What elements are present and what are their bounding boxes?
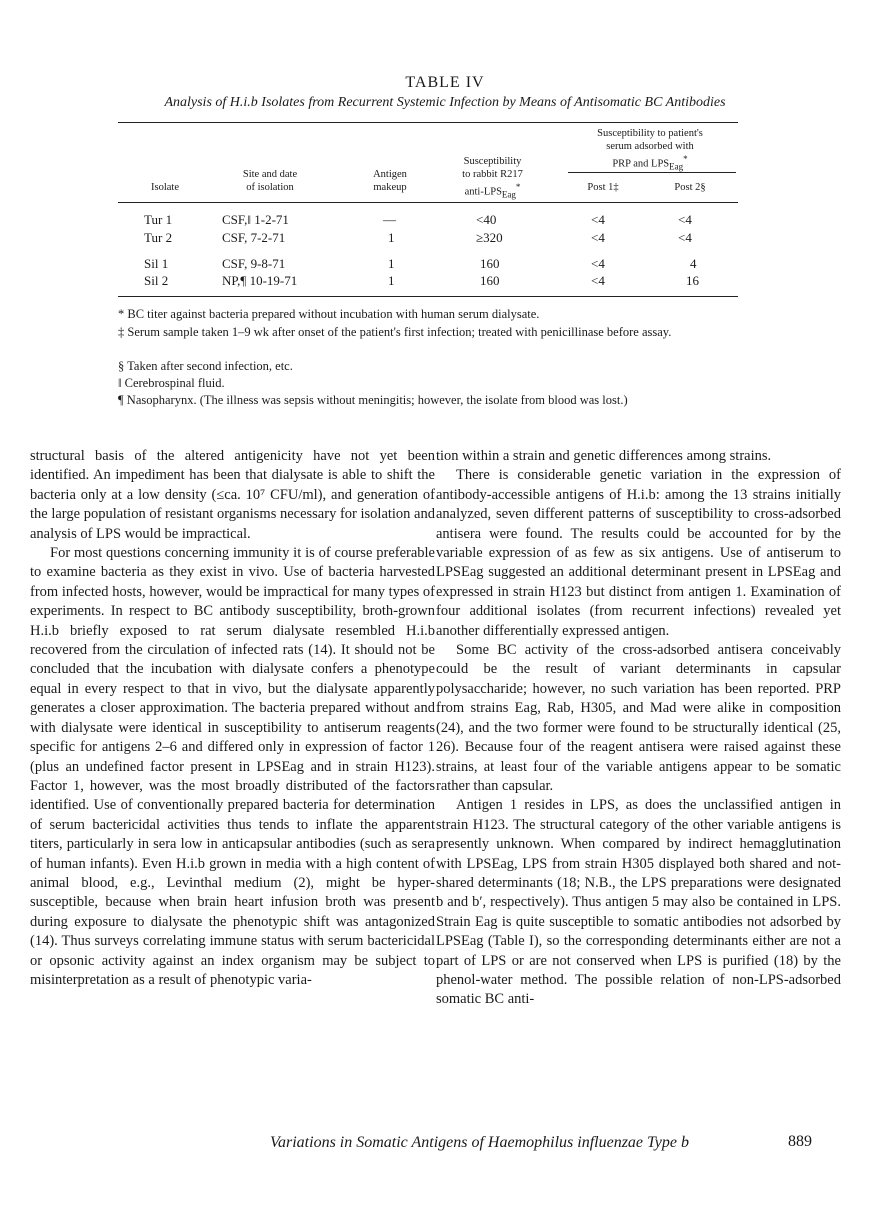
footnote: ¶ Nasopharynx. (The illness was sepsis without meningitis; however, the isolate from blood was lost.): [118, 393, 628, 407]
header-patient-sub: Eag: [669, 161, 684, 172]
header-rabbit-line3: [440, 181, 545, 202]
header-rabbit: [440, 155, 545, 202]
cell-site: CSF, 9-8-71: [222, 256, 286, 271]
header-isolate: [130, 181, 200, 194]
cell-isolate: Tur 2: [144, 230, 173, 245]
cell-antigen: 1: [388, 230, 395, 245]
header-site-line2: of isolation: [246, 182, 294, 193]
left-column: [30, 447, 435, 990]
cell-rabbit: 160: [480, 273, 500, 288]
header-rabbit-sub: Eag: [501, 189, 516, 200]
table-title: TABLE IV: [405, 74, 485, 91]
cell-site: CSF, 7-2-71: [222, 230, 286, 245]
paragraph: For most questions concerning immunity it is of course preferable to examine bacteria as they exist in vivo. Use of bacteria harvested from infected hosts, however, would be impractical for many types of experiments. In respect to BC antibody susceptibility, broth-grown H.i.b briefly exposed to rat serum dialysate resembled H.i.b recovered from the circulation of infected rats (14). It should not be concluded that the incubation with dialysate confers a phenotype equal in every respect to that in vivo, but the dialysate apparently generates a closer approximation. The bacteria prepared without and with dialysate were identical in susceptibility to antiserum reagents specific for antigens 2–6 and differed only in expression of factor 1 (plus an undefined factor present in LPSEag and in strain H123). Factor 1, however, was the most broadly distributed of the factors identified. Use of conventionally prepared bacteria for determination of serum bactericidal activities thus tends to inflate the apparent titers, particularly in sera low in anticapsular antibodies (such as sera of human infants). Even H.i.b grown in media with a high content of animal blood, e.g., Levinthal medium (2), might be hyper-susceptible, because when brain heart infusion broth was present during exposure to dialysate the phenotypic shift was antagonized (14). Thus surveys correlating immune status with serum bactericidal or opsonic activity against an index organism may be subject to misinterpretation as a result of phenotypic varia-: [30, 545, 435, 988]
header-rabbit-line3-text: anti-LPS: [464, 186, 502, 198]
header-post1-text: Post 1‡: [587, 182, 619, 193]
cell-isolate: Sil 2: [144, 273, 169, 288]
paragraph: Antigen 1 resides in LPS, as does the unclassified antigen in strain H123. The structural category of the other variable antigens is presently unknown. When compared by indirect hemagglutination with LPSEag, LPS from strain H305 displayed both shared and not-shared determinants (18; N.B., the LPS preparations were designated b and b′, respectively). Thus antigen 5 may also be contained in LPS. Strain Eag is quite susceptible to somatic antibodies not adsorbed by LPSEag (Table I), so the corresponding determinants either are not a part of LPS or are not conserved when LPS is purified (18) by the phenol-water method. The possible relation of non-LPS-adsorbed somatic BC anti-: [436, 797, 841, 1008]
paragraph: tion within a strain and genetic differences among strains.: [436, 448, 772, 464]
header-rabbit-sup: *: [515, 182, 521, 192]
header-patient: [565, 127, 735, 174]
header-post1: [568, 181, 638, 194]
cell-post1: <4: [591, 212, 605, 227]
header-patient-sup: *: [683, 154, 688, 164]
paragraph: Some BC activity of the cross-adsorbed antisera conceivably could be the result of variant determinants in capsular polysaccharide; however, no such variation has been reported. PRP from strains Eag, Rab, H305, and Mad were alike in composition (24), and the two former were found to be structurally identical (25, 26). Because four of the reagent antisera were raised against these strains, at least four of the variable antigens appear to be somatic rather than capsular.: [436, 642, 841, 794]
header-rabbit-line2: to rabbit R217: [462, 169, 523, 180]
table-bottom-rule: [118, 296, 738, 297]
paragraph: There is considerable genetic variation in the expression of antibody-accessible antigens of H.i.b: among the 13 strains initially analyzed, seven different patterns of susceptibility to cross-adsorbed antisera were found. The results could be accounted for by the variable expression of as few as six antigens. Use of antiserum to LPSEag suggested an additional determinant present in LPSEag and expressed in strain H123 but distinct from antigen 1. Examination of four additional isolates (from recurrent infections) revealed yet another differentially expressed antigen.: [436, 467, 841, 639]
cell-post2: 4: [690, 256, 697, 271]
cell-post2: <4: [678, 230, 692, 245]
header-rabbit-line1: Susceptibility: [463, 156, 522, 167]
cell-isolate: Tur 1: [144, 212, 173, 227]
paragraph: structural basis of the altered antigenicity have not yet been identified. An impediment has been that dialysate is able to shift the bacteria only at a low density (≤ca. 10⁷ CFU/ml), and generation of the large population of resistant organisms necessary for isolation and analysis of LPS would be impractical.: [30, 448, 435, 542]
cell-post2: 16: [686, 273, 699, 288]
footnote: * BC titer against bacteria prepared without incubation with human serum dialysate.: [118, 307, 540, 321]
table-header-rule: [118, 202, 738, 203]
table-top-rule: [118, 122, 738, 123]
cell-site: CSF,‖ 1-2-71: [222, 212, 289, 227]
header-isolate-text: Isolate: [151, 182, 179, 193]
header-site: [215, 168, 325, 194]
footnote: ‖ Cerebrospinal fluid.: [118, 376, 225, 390]
cell-rabbit: ≥320: [476, 230, 503, 245]
cell-antigen: 1: [388, 273, 395, 288]
right-column: [436, 447, 841, 1010]
header-patient-subrule: [568, 172, 736, 173]
header-site-line1: Site and date: [242, 169, 298, 180]
page-number: 889: [788, 1133, 812, 1150]
header-antigen: [355, 168, 425, 194]
cell-post2: <4: [678, 212, 692, 227]
header-patient-line3: [565, 153, 735, 174]
table-caption: Analysis of H.i.b Isolates from Recurrent Systemic Infection by Means of Antisomatic BC Antibodies: [164, 95, 726, 110]
cell-antigen: —: [383, 212, 396, 227]
cell-rabbit: 160: [480, 256, 500, 271]
header-patient-line3-text: PRP and LPS: [612, 158, 670, 170]
cell-post1: <4: [591, 230, 605, 245]
header-antigen-line1: Antigen: [373, 169, 407, 180]
cell-site: NP,¶ 10-19-71: [222, 273, 298, 288]
header-post2: [655, 181, 725, 194]
footnote: § Taken after second infection, etc.: [118, 359, 293, 373]
cell-post1: <4: [591, 273, 605, 288]
cell-rabbit: <40: [476, 212, 497, 227]
cell-post1: <4: [591, 256, 605, 271]
header-patient-line1: Susceptibility to patient's: [597, 128, 703, 139]
footnote: ‡ Serum sample taken 1–9 wk after onset of the patient's first infection; treated with penicillinase before assay.: [118, 325, 672, 339]
running-title: Variations in Somatic Antigens of Haemophilus influenzae Type b: [270, 1134, 689, 1151]
header-antigen-line2: makeup: [373, 182, 407, 193]
cell-antigen: 1: [388, 256, 395, 271]
cell-isolate: Sil 1: [144, 256, 169, 271]
header-patient-line2: serum adsorbed with: [606, 141, 694, 152]
header-post2-text: Post 2§: [674, 182, 706, 193]
